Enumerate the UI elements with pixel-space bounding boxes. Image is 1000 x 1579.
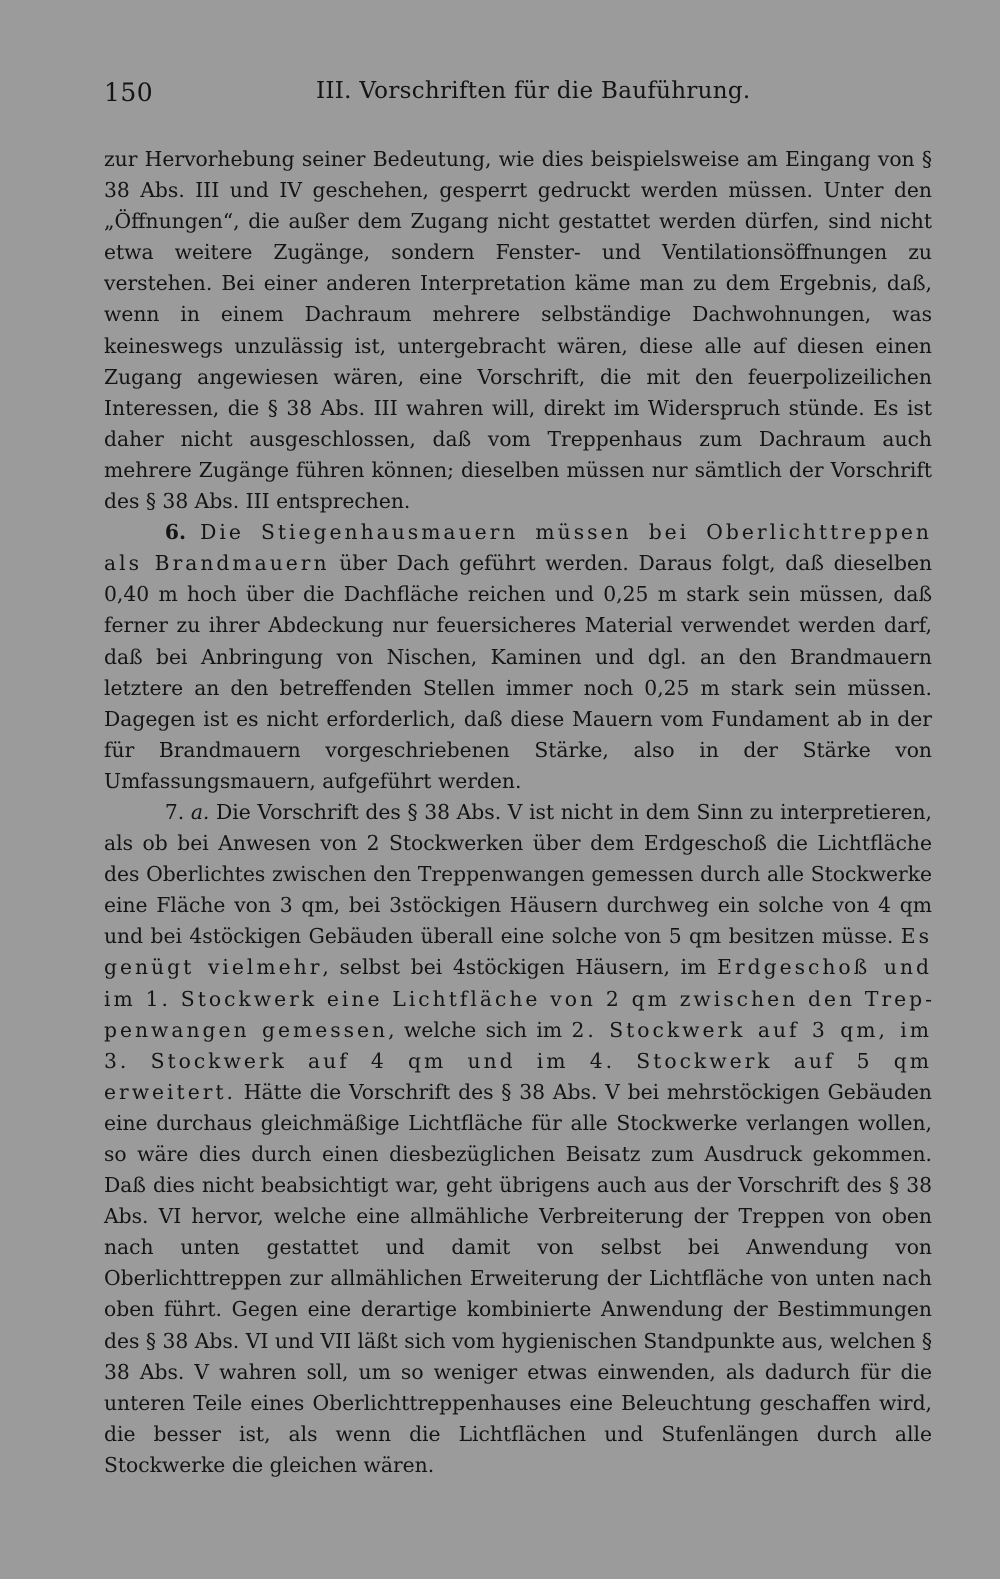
paragraph-6 bbox=[104, 517, 932, 797]
paragraph-7-spaced-3: 2. Stockwerk auf 3 qm, im 3. Stockwerk auf 4 qm und im 4. Stockwerk auf 5 qm erweitert. bbox=[104, 1017, 933, 1104]
paragraph-6-text: über Dach geführt werden. Daraus folgt, daß dieselben 0,40 m hoch über die Dachfläche reichen und 0,25 m stark sein müssen, daß ferner zu ihrer Abdeckung nur feuersicheres Material verwendet werden darf, daß bei Anbringung von Nischen, Kaminen und dgl. an den Brandmauern letztere an den betreffenden Stellen immer noch 0,25 m stark sein müssen. Dagegen ist es nicht erforderlich, daß diese Mauern vom Fundament ab in der für Brandmauern vorgeschriebenen Stärke, also in der Stärke von Umfassungsmauern, aufgeführt werden. bbox=[104, 551, 933, 793]
paragraph-7-text-3: , welche sich im bbox=[388, 1017, 572, 1042]
page-header bbox=[104, 78, 936, 114]
paragraph-7-number: 7. bbox=[164, 799, 185, 824]
paragraph-7-text-2: , selbst bei 4stöckigen Häusern, im bbox=[322, 955, 718, 980]
page-number: 150 bbox=[104, 78, 154, 107]
paragraph-7-sub-marker: a. bbox=[190, 799, 210, 824]
paragraph-7 bbox=[104, 797, 932, 1481]
paragraph-7-text-1: Die Vorschrift des § 38 Abs. V ist nicht in dem Sinn zu interpretieren, als ob bei Anwesen von 2 Stockwerken über dem Erdgeschoß die Lichtfläche des Oberlichtes zwischen den Treppenwangen gemessen durch alle Stockwerke eine Fläche von 3 qm, bei 3stöckigen Häusern durchweg ein solche von 4 qm und bei 4stöckigen Gebäuden überall eine solche von 5 qm besitzen müsse. bbox=[104, 799, 932, 949]
paragraph-7-text-4: Hätte die Vorschrift des § 38 Abs. V bei mehrstöckigen Gebäuden eine durchaus gleichmäßige Lichtfläche für alle Stockwerke verlangen wollen, so wäre dies durch einen diesbezüglichen Beisatz zum Ausdruck gekommen. Daß dies nicht beabsichtigt war, geht übrigens auch aus der Vorschrift des § 38 Abs. VI hervor, welche eine allmähliche Verbreiterung der Treppen von oben nach unten gestattet und damit von selbst bei Anwendung von Oberlichttreppen zur allmählichen Erweiterung der Lichtfläche von unten nach oben führt. Gegen eine derartige kombinierte Anwendung der Bestimmungen des § 38 Abs. VI und VII läßt sich vom hygienischen Standpunkte aus, welchen § 38 Abs. V wahren soll, um so weniger etwas einwenden, als dadurch für die unteren Teile eines Oberlichttreppenhauses eine Beleuchtung geschaffen wird, die besser ist, als wenn die Lichtflächen und Stufenlängen durch alle Stockwerke die gleichen wären. bbox=[104, 1079, 932, 1477]
paragraph-6-number: 6. bbox=[164, 520, 187, 545]
paragraph-7-spaced-2: Erdgeschoß und im 1. Stockwerk eine Lichtfläche von 2 qm zwischen den Treppenwangen gemessen bbox=[104, 955, 932, 1042]
body-text bbox=[104, 144, 932, 1481]
paragraph-7-spaced-1: Es genügt vielmehr bbox=[104, 924, 932, 980]
paragraph-continued: zur Hervorhebung seiner Bedeutung, wie dies beispielsweise am Eingang von § 38 Abs. III und IV geschehen, gesperrt gedruckt werden müssen. Unter den „Öffnungen“, die außer dem Zugang nicht gestattet werden dürfen, sind nicht etwa weitere Zugänge, sondern Fenster- und Ventilationsöffnungen zu verstehen. Bei einer anderen Interpretation käme man zu dem Ergebnis, daß, wenn in einem Dachraum mehrere selbständige Dachwohnungen, was keineswegs unzulässig ist, untergebracht wären, diese alle auf diesen einen Zugang angewiesen wären, eine Vorschrift, die mit den feuerpolizeilichen Interessen, die § 38 Abs. III wahren will, direkt im Widerspruch stünde. Es ist daher nicht ausgeschlossen, daß vom Treppenhaus zum Dachraum auch mehrere Zugänge führen können; dieselben müssen nur sämtlich der Vorschrift des § 38 Abs. III entsprechen. bbox=[104, 147, 932, 514]
running-head: III. Vorschriften für die Bauführung. bbox=[316, 78, 751, 104]
paragraph-6-spaced-text: Die Stiegenhausmauern müssen bei Oberlichttreppen als Brandmauern bbox=[104, 520, 932, 576]
